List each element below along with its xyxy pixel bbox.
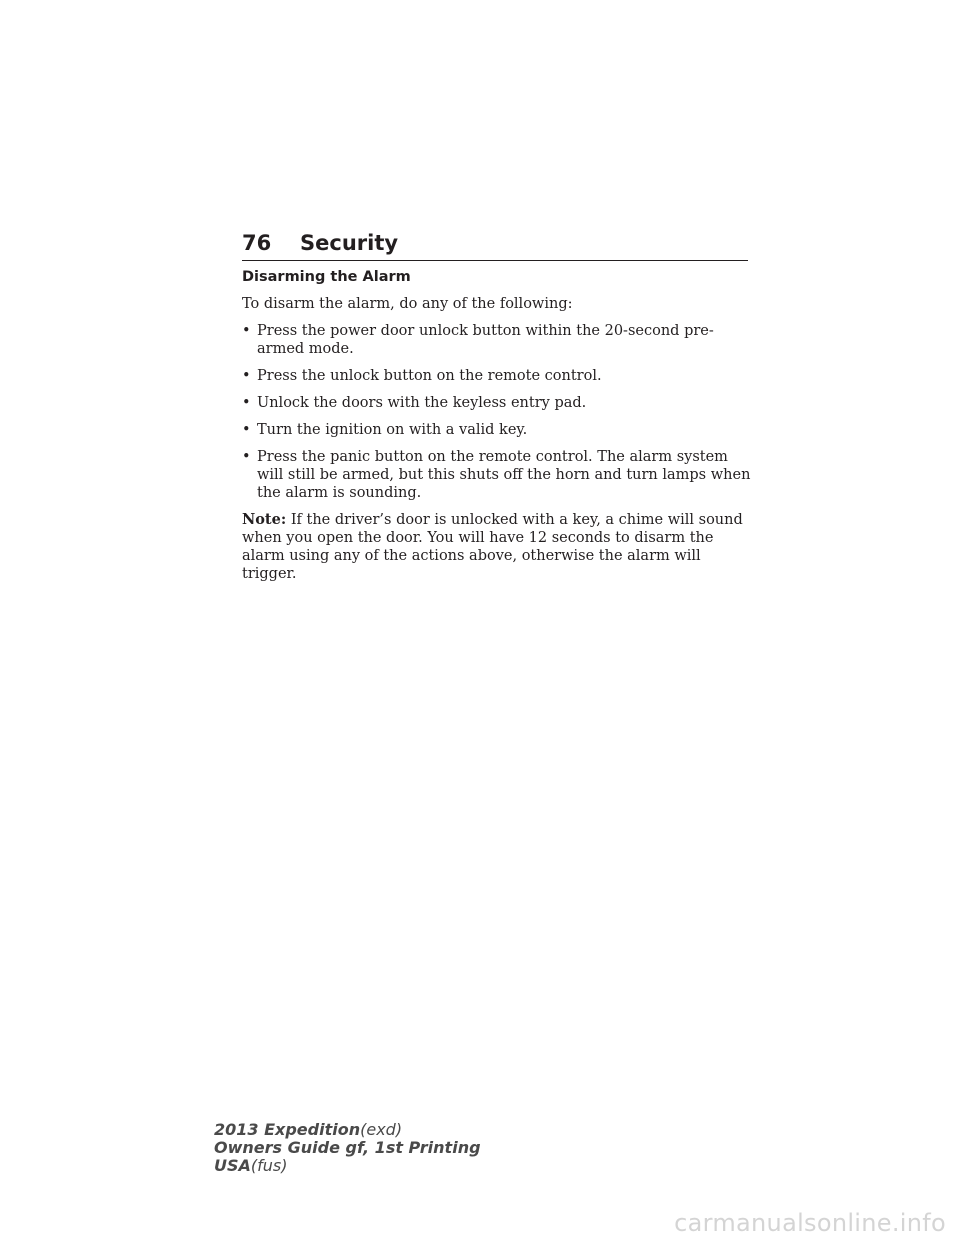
list-item-text: Turn the ignition on with a valid key.: [257, 422, 528, 438]
bullet-list: [242, 322, 752, 502]
note-label: Note:: [242, 511, 287, 528]
print-footer: [214, 1121, 481, 1175]
footer-market-code: (fus): [250, 1156, 288, 1175]
intro-text: To disarm the alarm, do any of the following:: [242, 296, 573, 312]
list-item-text: Press the power door unlock button within the 20-second pre-armed mode.: [257, 323, 714, 357]
list-item: [242, 322, 752, 358]
list-item-text: Press the unlock button on the remote control.: [257, 368, 602, 384]
bullet-icon: •: [242, 449, 251, 465]
section-title: Security: [300, 231, 399, 255]
bullet-icon: •: [242, 323, 251, 339]
bullet-icon: •: [242, 368, 251, 384]
footer-market: USA: [214, 1156, 251, 1175]
list-item: [242, 367, 752, 385]
list-item: [242, 421, 752, 439]
bullet-icon: •: [242, 422, 251, 438]
list-item: [242, 394, 752, 412]
footer-guide: Owners Guide gf, 1st Printing: [214, 1138, 481, 1157]
footer-line-model: [214, 1121, 481, 1139]
watermark: carmanualsonline.info: [674, 1209, 946, 1237]
subsection-heading: Disarming the Alarm: [242, 269, 411, 285]
page-header: [242, 230, 748, 261]
note-paragraph: [242, 511, 752, 583]
list-item: [242, 448, 752, 502]
note-text: If the driver’s door is unlocked with a key, a chime will sound when you open the door. You will have 12 seconds to disarm the alarm using any of the actions above, otherwise the alarm will trigger.: [242, 512, 743, 582]
list-item-text: Press the panic button on the remote control. The alarm system will still be armed, but this shuts off the horn and turn lamps when the alarm is sounding.: [257, 449, 751, 501]
footer-model: 2013 Expedition: [214, 1120, 361, 1139]
list-item-text: Unlock the doors with the keyless entry pad.: [257, 395, 587, 411]
footer-line-market: [214, 1157, 481, 1175]
page-number: 76: [242, 231, 272, 255]
footer-model-code: (exd): [360, 1120, 403, 1139]
page-content: [242, 268, 752, 583]
bullet-icon: •: [242, 395, 251, 411]
